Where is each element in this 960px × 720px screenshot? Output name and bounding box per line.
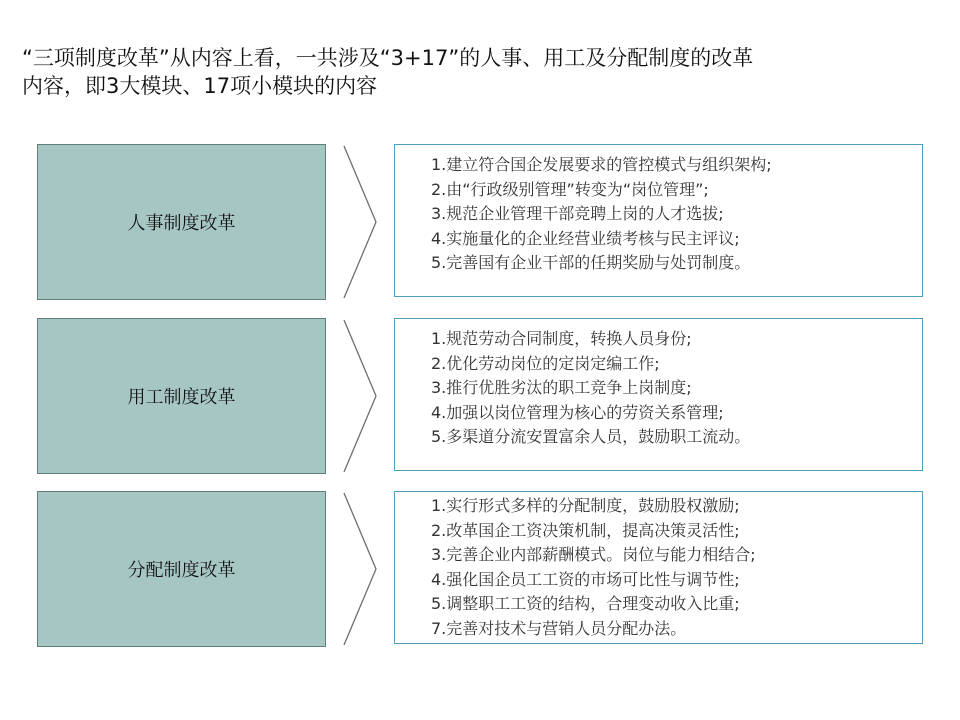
- list-item: 1.建立符合国企发展要求的管控模式与组织架构;: [431, 155, 772, 174]
- list-item: 2.优化劳动岗位的定岗定编工作;: [431, 353, 660, 373]
- list-item: 4.加强以岗位管理为核心的劳资关系管理;: [431, 402, 724, 422]
- list-item: 5.多渠道分流安置富余人员，鼓励职工流动。: [431, 427, 751, 446]
- list-item: 3.完善企业内部薪酬模式。岗位与能力相结合;: [431, 545, 756, 564]
- list-item: 1.实行形式多样的分配制度，鼓励股权激励;: [431, 496, 740, 515]
- list-item: 7.完善对技术与营销人员分配办法。: [431, 618, 687, 638]
- label-box-distribution: [37, 491, 326, 647]
- list-item: 2.由“行政级别管理”转变为“岗位管理”;: [431, 179, 709, 199]
- title-line-1: “三项制度改革”从内容上看，一共涉及“3+17”的人事、用工及分配制度的改革: [22, 46, 754, 70]
- list-item: 2.改革国企工资决策机制，提高决策灵活性;: [431, 520, 740, 540]
- list-item: 1.规范劳动合同制度，转换人员身份;: [431, 329, 692, 348]
- chevron-right-icon: [342, 491, 378, 647]
- content-box-distribution: [394, 491, 923, 644]
- list-item: 5.完善国有企业干部的任期奖励与处罚制度。: [431, 253, 751, 272]
- list-item: 3.推行优胜劣汰的职工竞争上岗制度;: [431, 378, 692, 397]
- page-title: [22, 44, 942, 100]
- label-personnel: 人事制度改革: [127, 213, 236, 234]
- list-item: 5.调整职工工资的结构，合理变动收入比重;: [431, 594, 740, 613]
- list-item: 4.实施量化的企业经营业绩考核与民主评议;: [431, 228, 740, 248]
- label-distribution: 分配制度改革: [127, 560, 236, 581]
- list-item: 4.强化国企员工工资的市场可比性与调节性;: [431, 569, 740, 589]
- chevron-right-icon: [342, 144, 378, 300]
- row-personnel-reform: [0, 144, 960, 300]
- label-box-employment: [37, 318, 326, 474]
- chevron-right-icon: [342, 318, 378, 474]
- label-employment: 用工制度改革: [127, 387, 236, 408]
- list-item: 3.规范企业管理干部竞聘上岗的人才选拔;: [431, 204, 724, 223]
- label-box-personnel: [37, 144, 326, 300]
- content-box-personnel: [394, 144, 923, 297]
- row-distribution-reform: [0, 491, 960, 647]
- content-box-employment: [394, 318, 923, 471]
- row-employment-reform: [0, 318, 960, 474]
- title-line-2: 内容，即3大模块、17项小模块的内容: [22, 74, 378, 98]
